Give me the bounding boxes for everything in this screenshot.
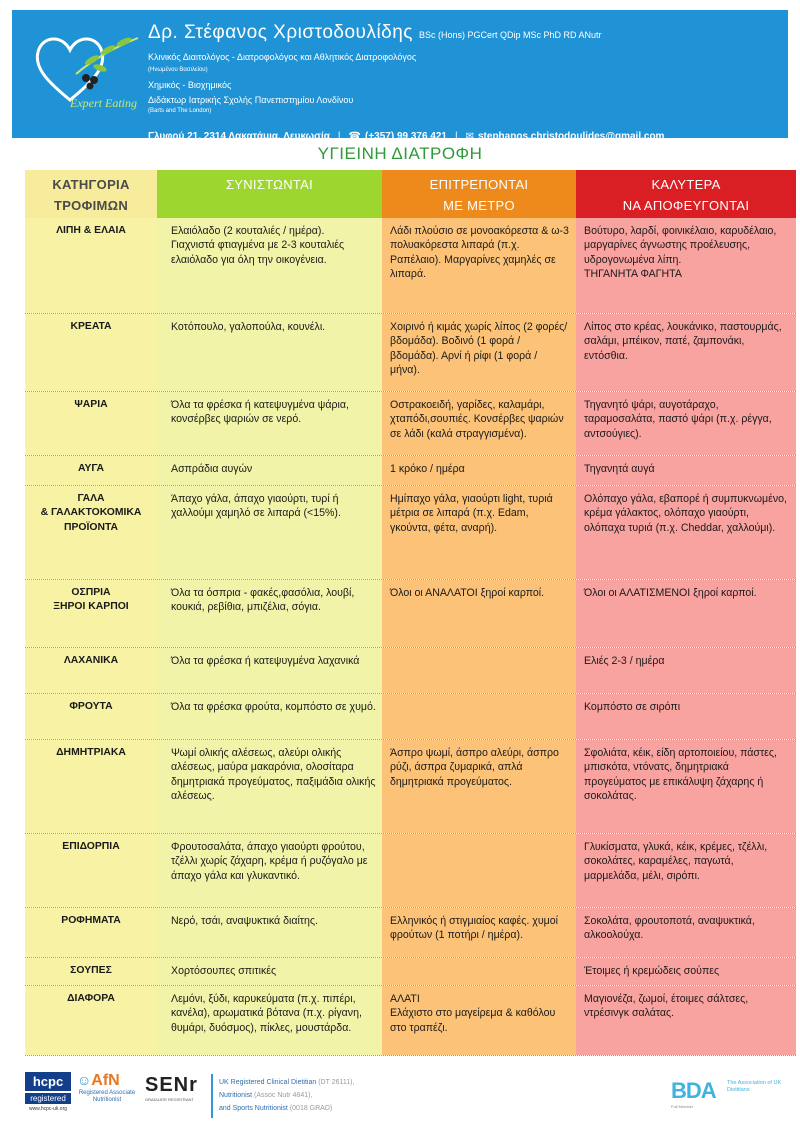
address: Γλυφού 21, 2314 Λακατάμια, Λευκωσία [148, 131, 330, 142]
header-recommended: ΣΥΝΙΣΤΩΝΤΑΙ [157, 170, 382, 218]
cell-moderate: Άσπρο ψωμί, άσπρο αλεύρι, άσπρο ρύζι, άσπρα ζυμαρικά, απλά δημητριακά προγεύματος. [382, 740, 576, 833]
afn-mark: ☺AfN [77, 1072, 120, 1089]
cell-avoid: Ολόπαχο γάλα, εβαπορέ ή συμπυκνωμένο, κρέμα γάλακτος, ολόπαχο γιαούρτι, ολόπαχα τυριά (π.χ. Cheddar, χαλλούμι). [576, 486, 796, 579]
cell-moderate [382, 958, 576, 985]
bda-sub: The Association of UK Dietitians [727, 1080, 782, 1093]
cell-avoid: Τηγανητά αυγά [576, 456, 796, 485]
expert-eating-logo [30, 22, 150, 112]
table-row-fish [25, 392, 796, 456]
bda-mark: BDA [671, 1078, 716, 1103]
afn-logo [77, 1072, 137, 1104]
cell-category: ΕΠΙΔΟΡΠΙΑ [25, 834, 157, 907]
cell-recommended: Όλα τα όσπρια - φακές,φασόλια, λουβί, κουκιά, ρεβίθια, μπιζέλια, σόγια. [157, 580, 382, 647]
doctor-name: Δρ. Στέφανος Χριστοδουλίδης [148, 22, 413, 43]
cell-category: ΡΟΦΗΜΑΤΑ [25, 908, 157, 957]
logo-text: Expert Eating [70, 96, 137, 110]
table-header-row [25, 170, 796, 218]
hcpc-registered: registered [25, 1093, 71, 1104]
email-address[interactable]: stephanos.christodoulides@gmail.com [478, 131, 665, 142]
cell-category: ΚΡΕΑΤΑ [25, 314, 157, 391]
cell-moderate: Ημίπαχο γάλα, γιαούρτι light, τυριά μέτρια σε λιπαρά (π.χ. Edam, γκούντα, φέτα, αναρή). [382, 486, 576, 579]
table-row-dairy [25, 486, 796, 580]
cell-recommended: Λεμόνι, ξύδι, καρυκεύματα (π.χ. πιπέρι, κανέλα), αρωματικά βότανα (π.χ. ρίγανη, θυμάρι, δυόσμος), πίκλες, μουστάρδα. [157, 986, 382, 1055]
title-line-1: Κλινικός Διαιτολόγος - Διατροφολόγος και Αθλητικός Διατροφολόγος [148, 52, 417, 62]
cell-moderate [382, 834, 576, 907]
cell-category: ΛΙΠΗ & ΕΛΑΙΑ [25, 218, 157, 313]
cell-recommended: Φρουτοσαλάτα, άπαχο γιαούρτι φρούτου, τζέλλι χωρίς ζάχαρη, κρέμα ή ρυζόγαλο με άπαχο γάλα και γλυκαντικό. [157, 834, 382, 907]
registration-text: UK Registered Clinical Dietitian (DT 26111), Nutritionist (Assoc Nutr 4841), and Sports Nutritionist (0018 GRAD) [219, 1079, 355, 1112]
title-line-4: Διδάκτωρ Ιατρικής Σχολής Πανεπιστημίου Λονδίνου [148, 95, 354, 105]
doctor-name-line [148, 22, 602, 44]
header-category: ΚΑΤΗΓΟΡΙΑ ΤΡΟΦΙΜΩΝ [25, 170, 157, 218]
senr-logo [145, 1074, 207, 1102]
table-row-fats-oils [25, 218, 796, 314]
cell-category: ΨΑΡΙΑ [25, 392, 157, 455]
cell-category: ΦΡΟΥΤΑ [25, 694, 157, 739]
table-row-drinks [25, 908, 796, 958]
cell-recommended: Όλα τα φρέσκα φρούτα, κομπόστο σε χυμό. [157, 694, 382, 739]
cell-moderate: Οστρακοειδή, γαρίδες, καλαμάρι, χταπόδι,σουπιές. Κονσέρβες ψαριών σε λάδι (καλά στραγγισμένα). [382, 392, 576, 455]
cell-avoid: Σφολιάτα, κέικ, είδη αρτοποιείου, πάστες, μπισκότα, ντόνατς, δημητριακά προγεύματος με επικάλυψη ζάχαρης ή σοκολάτας. [576, 740, 796, 833]
cell-avoid: Τηγανητό ψάρι, αυγοτάραχο, ταραμοσαλάτα, παστό ψάρι (π.χ. ρέγγα, αντσούγιες). [576, 392, 796, 455]
cell-moderate: Χοιρινό ή κιμάς χωρίς λίπος (2 φορές/βδομάδα). Βοδινό (1 φορά / βδομάδα). Αρνί ή ρίφι (1 φορά / μήνα). [382, 314, 576, 391]
afn-sub: Registered Associate Nutritionist [78, 1090, 136, 1103]
cell-category: ΣΟΥΠΕΣ [25, 958, 157, 985]
cell-moderate [382, 648, 576, 693]
afn-figure-icon: ☺ [77, 1072, 92, 1088]
cell-avoid: Βούτυρο, λαρδί, φοινικέλαιο, καρυδέλαιο, μαργαρίνες άγνωστης προέλευσης, υδρογονωμένα λίπη. ΤΗΓΑΝΗΤΑ ΦΑΓΗΤΑ [576, 218, 796, 313]
cell-recommended: Νερό, τσάι, αναψυκτικά διαίτης. [157, 908, 382, 957]
senr-mark: SENr [145, 1074, 198, 1096]
table-row-vegetables [25, 648, 796, 694]
cell-category: ΑΥΓΑ [25, 456, 157, 485]
cell-avoid: Σοκολάτα, φρουτοποτά, αναψυκτικά, αλκοολούχα. [576, 908, 796, 957]
separator: | [455, 131, 458, 142]
cell-category: ΔΙΑΦΟΡΑ [25, 986, 157, 1055]
cell-category: ΛΑΧΑΝΙΚΑ [25, 648, 157, 693]
title-line-2: (Ηνωμένου Βασιλείου) [148, 67, 208, 73]
email-icon: ✉ [465, 131, 474, 142]
bda-logo [671, 1078, 782, 1109]
cell-moderate: Λάδι πλούσιο σε μονοακόρεστα & ω-3 πολυακόρεστα λιπαρά (π.χ. Ραπέλαιο). Μαργαρίνες χαμηλές σε λιπαρά. [382, 218, 576, 313]
cell-recommended: Ψωμί ολικής αλέσεως, αλεύρι ολικής αλέσεως, μαύρα μακαρόνια, ολοσίταρα δημητριακά προγεύματος, παξιμάδια ολικής αλέσεως. [157, 740, 382, 833]
table-row-meats [25, 314, 796, 392]
cell-recommended: Ασπράδια αυγών [157, 456, 382, 485]
page-title: ΥΓΙΕΙΝΗ ΔΙΑΤΡΟΦΗ [317, 144, 483, 163]
contact-line [148, 131, 664, 142]
header-banner [12, 10, 788, 142]
cell-avoid: Ελιές 2-3 / ημέρα [576, 648, 796, 693]
cell-moderate [382, 694, 576, 739]
cell-avoid: Όλοι οι ΑΛΑΤΙΣΜΕΝΟΙ ξηροί καρποί. [576, 580, 796, 647]
cell-recommended: Όλα τα φρέσκα ή κατεψυγμένα λαχανικά [157, 648, 382, 693]
cell-moderate: 1 κρόκο / ημέρα [382, 456, 576, 485]
cell-recommended: Ελαιόλαδο (2 κουταλιές / ημέρα). Γιαχνιστά φτιαγμένα με 2-3 κουταλιές ελαιόλαδο για όλη την οικογένεια. [157, 218, 382, 313]
cell-avoid: Γλυκίσματα, γλυκά, κέικ, κρέμες, τζέλλι, σοκολάτες, καραμέλες, παγωτά, μαρμελάδα, μέλι, σιρόπι. [576, 834, 796, 907]
table-row-eggs [25, 456, 796, 486]
title-line-5: (Barts and The London) [148, 108, 212, 114]
cell-recommended: Κοτόπουλο, γαλοπούλα, κουνέλι. [157, 314, 382, 391]
cell-moderate: ΑΛΑΤΙ Ελάχιστο στο μαγείρεμα & καθόλου στο τραπέζι. [382, 986, 576, 1055]
table-row-misc [25, 986, 796, 1056]
table-row-soups [25, 958, 796, 986]
header-moderate: ΕΠΙΤΡΕΠΟΝΤΑΙ ΜΕ ΜΕΤΡΟ [382, 170, 576, 218]
cell-moderate: Ελληνικός ή στιγμιαίος καφές. χυμοί φρούτων (1 ποτήρι / ημέρα). [382, 908, 576, 957]
phone-number[interactable]: (+357) 99 376 421 [364, 131, 447, 142]
cell-avoid: Λίπος στο κρέας, λουκάνικο, παστουρμάς, σαλάμι, μπέικον, πατέ, ζαμπονάκι, εντόσθια. [576, 314, 796, 391]
table-row-legumes-nuts [25, 580, 796, 648]
header-avoid: ΚΑΛΥΤΕΡΑ ΝΑ ΑΠΟΦΕΥΓΟΝΤΑΙ [576, 170, 796, 218]
senr-sub: GRADUATE REGISTRANT [145, 1097, 194, 1102]
cell-avoid: Κομπόστο σε σιρόπι [576, 694, 796, 739]
bda-member: Full Member [671, 1104, 694, 1109]
cell-avoid: Έτοιμες ή κρεμώδεις σούπες [576, 958, 796, 985]
title-line-3: Χημικός - Βιοχημικός [148, 80, 232, 90]
separator: | [337, 131, 341, 142]
cell-avoid: Μαγιονέζα, ζωμοί, έτοιμες σάλτσες, ντρέσινγκ σαλάτας. [576, 986, 796, 1055]
divider [211, 1074, 213, 1118]
doctor-credentials: BSc (Hons) PGCert QDip MSc PhD RD ANutr [418, 30, 602, 40]
cell-category: ΟΣΠΡΙΑ ΞΗΡΟΙ ΚΑΡΠΟΙ [25, 580, 157, 647]
cell-recommended: Όλα τα φρέσκα ή κατεψυγμένα ψάρια, κονσέρβες ψαριών σε νερό. [157, 392, 382, 455]
hcpc-mark: hcpc [25, 1072, 71, 1091]
diet-table [25, 170, 796, 1056]
phone-icon: ☎ [348, 131, 361, 142]
table-row-cereals [25, 740, 796, 834]
cell-recommended: Χορτόσουπες σπιτικές [157, 958, 382, 985]
hcpc-logo [25, 1072, 71, 1112]
hcpc-url: www.hcpc-uk.org [28, 1106, 68, 1112]
cell-moderate: Όλοι οι ΑΝΑΛΑΤΟΙ ξηροί καρποί. [382, 580, 576, 647]
cell-recommended: Άπαχο γάλα, άπαχο γιαούρτι, τυρί ή χαλλούμι χαμηλό σε λιπαρά (<15%). [157, 486, 382, 579]
footer [25, 1072, 785, 1122]
table-row-fruits [25, 694, 796, 740]
table-row-desserts [25, 834, 796, 908]
cell-category: ΓΑΛΑ & ΓΑΛΑΚΤΟΚΟΜΙΚΑ ΠΡΟΪΟΝΤΑ [25, 486, 157, 579]
cell-category: ΔΗΜΗΤΡΙΑΚΑ [25, 740, 157, 833]
